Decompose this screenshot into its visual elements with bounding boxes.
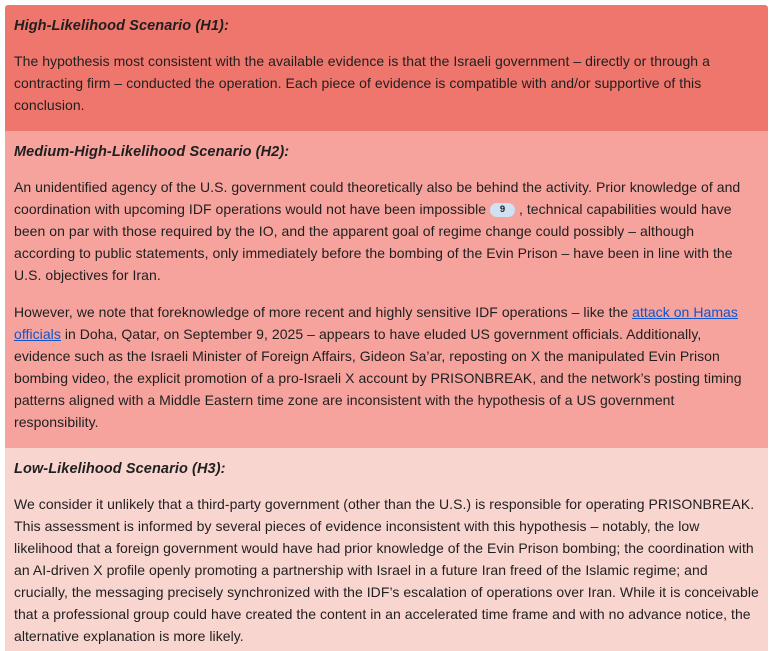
section-paragraphs <box>14 50 759 116</box>
section-title: Low-Likelihood Scenario (H3): <box>14 461 226 477</box>
text-run: The hypothesis most consistent with the available evidence is that the Israeli government – directly or through a contracting firm – conducted the operation. Each piece of evidence is compatible with and/or supportive of this conclusion. <box>14 53 710 113</box>
text-run: An unidentified agency of the U.S. government could theoretically also be behind the activity. Prior knowledge of and coordination with upcoming IDF operations would not have been impossible <box>14 179 741 217</box>
text-run: However, we note that foreknowledge of more recent and highly sensitive IDF operations – like the <box>14 304 633 320</box>
section-title: Medium-High-Likelihood Scenario (H2): <box>14 144 290 160</box>
section-title: High-Likelihood Scenario (H1): <box>14 18 229 34</box>
scenario-assessment-document <box>5 5 768 651</box>
paragraph <box>14 493 759 647</box>
paragraph <box>14 301 759 433</box>
text-run: We consider it unlikely that a third-party government (other than the U.S.) is responsible for operating PRISONBREAK. This assessment is informed by several pieces of evidence inconsistent with this hypothesis – notably, the low likelihood that a foreign government would have had prior knowledge of the Evin Prison bombing; the coordination with an AI-driven X profile openly promoting a partnership with Israel in a future Iran freed of the Islamic regime; and crucially, the messaging precisely synchronized with the IDF’s escalation of operations over Iran. While it is conceivable that a professional group could have created the content in an accelerated time frame and with no advance notice, the alternative explanation is more likely. <box>14 496 759 644</box>
text-run: in Doha, Qatar, on September 9, 2025 – appears to have eluded US government officials. Additionally, evidence such as the Israeli Minister of Foreign Affairs, Gideon Sa’ar, reposting on X the manipulated Evin Prison bombing video, the explicit promotion of a pro-Israeli X account by PRISONBREAK, and the network’s posting timing patterns aligned with a Middle Eastern time zone are inconsistent with the hypothesis of a US government responsibility. <box>14 326 742 430</box>
paragraph <box>14 176 759 286</box>
section-h3-low-likelihood <box>5 448 768 651</box>
section-h2-medium-high-likelihood <box>5 131 768 448</box>
section-paragraphs <box>14 493 759 647</box>
footnote-badge-9[interactable]: 9 <box>490 203 515 217</box>
text-run: , technical capabilities would have been on par with those required by the IO, and the apparent goal of regime change could possibly – although according to public statements, only immediately before the bombing of the Evin Prison – have been in line with the U.S. objectives for Iran. <box>14 201 733 283</box>
section-h1-high-likelihood <box>5 5 768 131</box>
paragraph <box>14 50 759 116</box>
link-attack-on-hamas-officials[interactable]: attack on Hamas officials <box>14 304 738 342</box>
section-paragraphs <box>14 176 759 433</box>
